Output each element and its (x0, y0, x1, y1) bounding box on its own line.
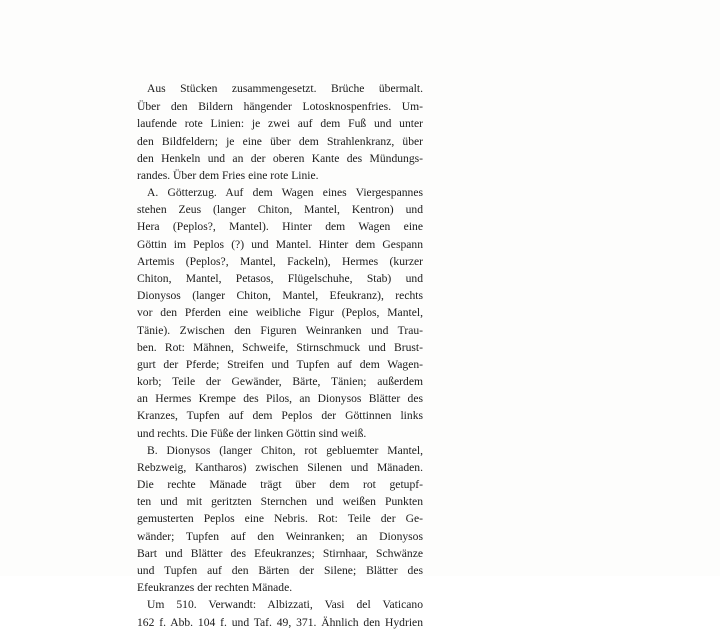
left-column-line: korb; Teile der Gewänder, Bärte, Tänien; außerdem (137, 375, 423, 388)
left-column-line: randes. Über dem Fries eine rote Linie. (137, 169, 319, 182)
left-column-line: ben. Rot: Mähnen, Schweife, Stirnschmuck und Brust- (137, 341, 423, 354)
left-column-line: Dionysos (langer Chiton, Mantel, Efeukranz), rechts (137, 289, 423, 302)
left-column-line: und rechts. Die Füße der linken Göttin sind weiß. (137, 427, 367, 440)
left-column-line: A. Götterzug. Auf dem Wagen eines Viergespannes (147, 186, 423, 199)
left-column-line: Göttin im Peplos (?) und Mantel. Hinter dem Gespann (137, 238, 423, 251)
left-column-line: Hera (Peplos?, Mantel). Hinter dem Wagen eine (137, 220, 423, 233)
left-column-line: Efeukranzes der rechten Mänade. (137, 581, 293, 594)
left-column-line: wänder; Tupfen auf den Weinranken; an Dionysos (137, 530, 423, 543)
left-column-line: Kranzes, Tupfen auf dem Peplos der Göttinnen links (137, 409, 423, 422)
left-column-line: Über den Bildern hängender Lotosknospenfries. Um- (137, 100, 423, 113)
left-column-line: gemusterten Peplos eine Nebris. Rot: Teile der Ge- (137, 512, 423, 525)
left-column-line: laufende rote Linien: je zwei auf dem Fuß und unter (137, 117, 423, 130)
left-column-line: Aus Stücken zusammengesetzt. Brüche übermalt. (147, 82, 423, 95)
left-column-line: Rebzweig, Kantharos) zwischen Silenen und Mänaden. (137, 461, 423, 474)
left-column-line: Um 510. Verwandt: Albizzati, Vasi del Vaticano (147, 598, 423, 611)
left-column-line: ten und mit geritzten Sternchen und weißen Punkten (137, 495, 423, 508)
left-column-line: B. Dionysos (langer Chiton, rot gebluemter Mantel, (147, 444, 423, 457)
left-column-line: vor den Pferden eine weibliche Figur (Peplos, Mantel, (137, 306, 423, 319)
left-column-line: den Bildfeldern; je eine über dem Strahlenkranz, über (137, 135, 423, 148)
left-column-line: Bart und Blätter des Efeukranzes; Stirnhaar, Schwänze (137, 547, 423, 560)
left-column-line: stehen Zeus (langer Chiton, Mantel, Kentron) und (137, 203, 423, 216)
left-column-line: Chiton, Mantel, Petasos, Flügelschuhe, Stab) und (137, 272, 423, 285)
left-column-line: 162 f. Abb. 104 f. und Taf. 49, 371. Ähnlich den Hydrien (137, 616, 423, 629)
left-column-line: Artemis (Peplos?, Mantel, Fackeln), Hermes (kurzer (137, 255, 423, 268)
left-column-line: Tänie). Zwischen den Figuren Weinranken und Trau- (137, 324, 423, 337)
left-column-line: Die rechte Mänade trägt über dem rot getupf- (137, 478, 423, 491)
left-column-line: an Hermes Krempe des Pilos, an Dionysos Blätter des (137, 392, 423, 405)
left-column-line: und Tupfen auf den Bärten der Silene; Blätter des (137, 564, 423, 577)
left-column-line: gurt der Pferde; Streifen und Tupfen auf dem Wagen- (137, 358, 423, 371)
left-column-line: den Henkeln und an der oberen Kante des Mündungs- (137, 152, 423, 165)
